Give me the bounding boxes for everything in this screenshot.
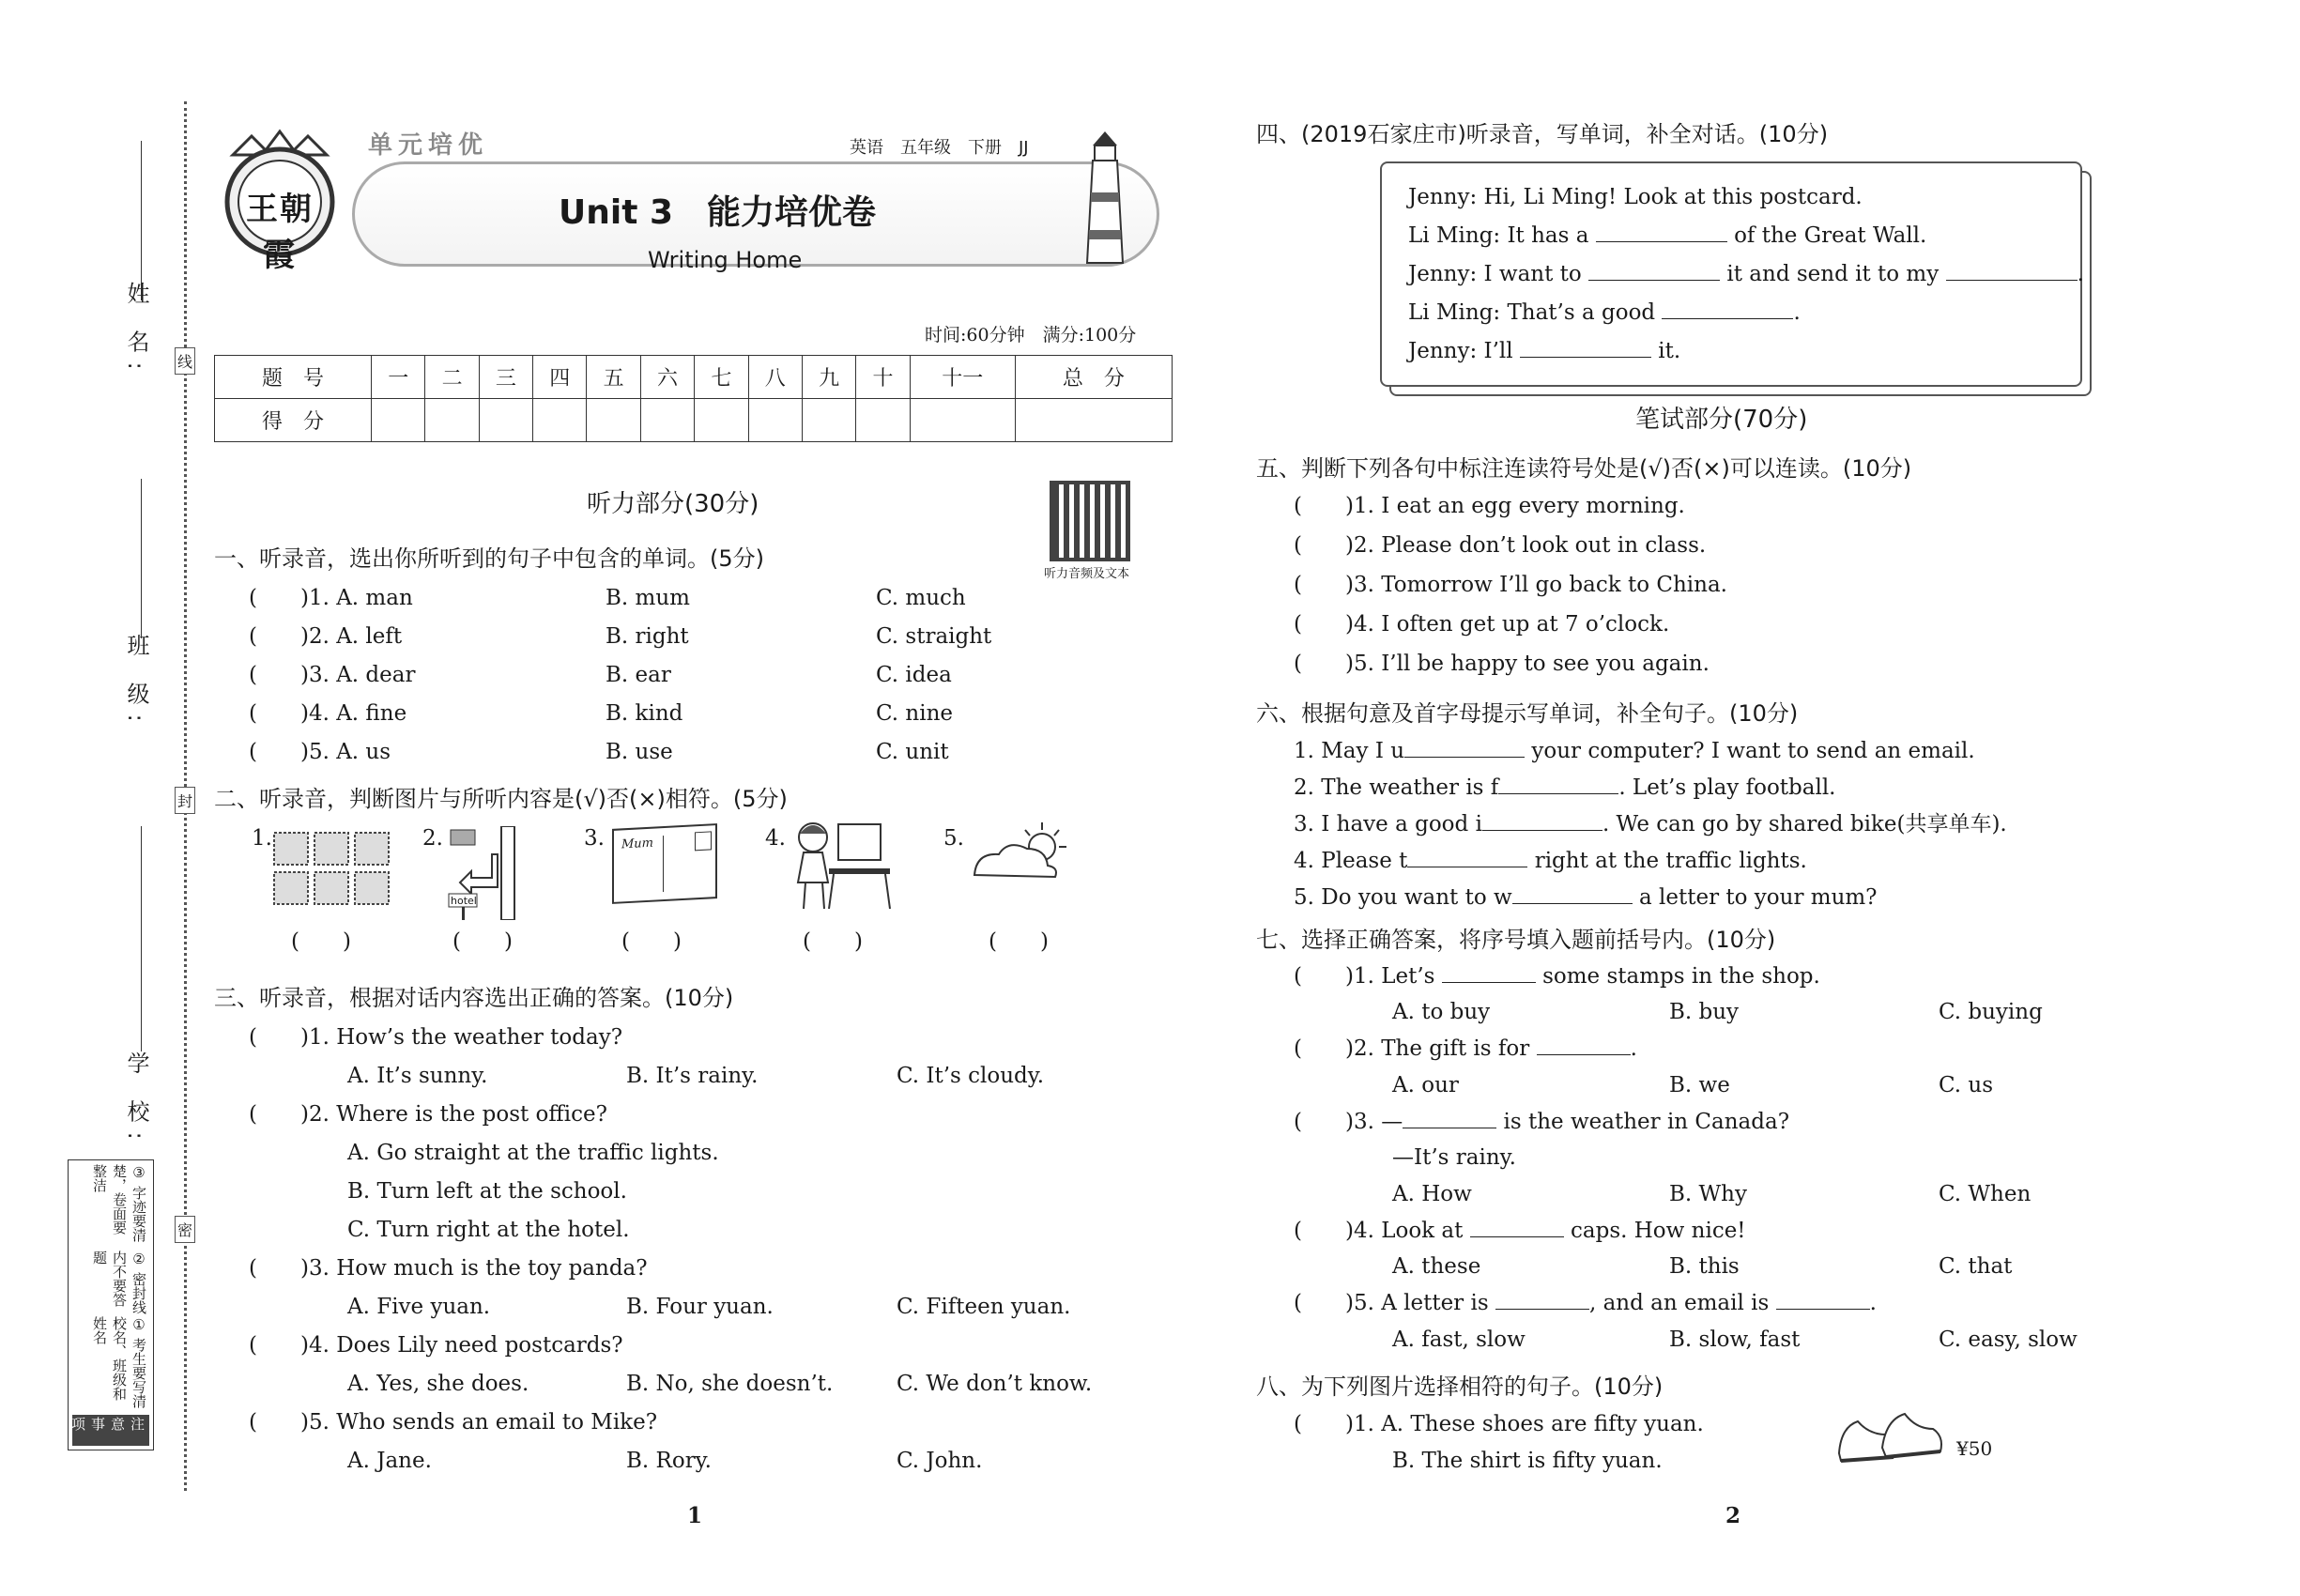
col-10: 十 <box>856 356 910 399</box>
s6q1-a: 1. May I u <box>1294 739 1405 763</box>
brand-text: 王朝霞 <box>246 191 314 274</box>
s3-q4-c: C. We don’t know. <box>897 1372 1093 1396</box>
dialogue-line-5 <box>1408 337 1680 365</box>
col-total: 总 分 <box>1015 356 1172 399</box>
s3-q1[interactable]: ( )1. How’s the weather today? <box>249 1025 623 1050</box>
score-cell[interactable] <box>748 399 802 442</box>
listening-title: 听力部分(30分) <box>587 490 759 518</box>
s7-blank-4[interactable] <box>1470 1217 1564 1237</box>
s1-q2-c: C. straight <box>876 624 992 649</box>
s1-q4[interactable]: ( )4. A. fine <box>249 701 407 726</box>
s7q4-a: ( )4. Look at <box>1294 1219 1464 1243</box>
section-7-heading: 七、选择正确答案，将序号填入题前括号内。(10分) <box>1256 927 1776 953</box>
cut-mark-1: 线 <box>175 347 195 375</box>
col-9: 九 <box>802 356 855 399</box>
s3-q4-a: A. Yes, she does. <box>347 1372 529 1396</box>
dialogue-line-1: Jenny: Hi, Li Ming! Look at this postcard. <box>1408 185 1863 209</box>
pic-4-answer[interactable]: ( ) <box>803 929 863 954</box>
s7-q1-c: C. buying <box>1939 1000 2043 1024</box>
shoes-price: ¥50 <box>1956 1437 1993 1460</box>
col-4: 四 <box>533 356 587 399</box>
hotel-sign: hotel <box>451 895 477 907</box>
s3-q1-c: C. It’s cloudy. <box>897 1064 1045 1088</box>
score-row <box>215 399 1173 442</box>
score-cell[interactable] <box>372 399 425 442</box>
s7-q1[interactable] <box>1294 962 1820 990</box>
col-2: 二 <box>425 356 479 399</box>
s6-blank-2[interactable] <box>1498 774 1618 794</box>
s7-q3-b: B. Why <box>1669 1182 1747 1206</box>
score-cell[interactable] <box>640 399 694 442</box>
col-5: 五 <box>587 356 640 399</box>
qr-code-icon[interactable] <box>1050 481 1130 561</box>
s7q1-b: some stamps in the shop. <box>1542 964 1820 989</box>
s3-q5-c: C. John. <box>897 1449 983 1473</box>
s4-blank-4[interactable] <box>1662 299 1793 319</box>
page-number-2: 2 <box>1725 1503 1741 1528</box>
note-1: ① 考生要写清校名、班级和姓名 <box>91 1315 147 1408</box>
pic-3-num: 3. <box>584 826 605 851</box>
s3-q2[interactable]: ( )2. Where is the post office? <box>249 1102 607 1127</box>
s6-q5 <box>1294 883 1878 912</box>
score-header-row <box>215 356 1173 399</box>
s3-q5-b: B. Rory. <box>626 1449 712 1473</box>
col-8: 八 <box>748 356 802 399</box>
s7-q2-c: C. us <box>1939 1073 1994 1097</box>
s6-q3 <box>1294 810 2007 838</box>
s5-q1[interactable]: ( )1. I eat an egg every morning. <box>1294 494 1685 518</box>
page-subtitle: Writing Home <box>648 247 803 273</box>
section-3-heading: 三、听录音，根据对话内容选出正确的答案。(10分) <box>214 985 734 1011</box>
s7q3-b: is the weather in Canada? <box>1503 1110 1790 1134</box>
s1-q4-b: B. kind <box>606 701 683 726</box>
s6q1-b: your computer? I want to send an email. <box>1531 739 1975 763</box>
time-info: 时间:60分钟 满分:100分 <box>925 325 1137 345</box>
s6-blank-3[interactable] <box>1482 810 1602 831</box>
section-2-heading: 二、听录音，判断图片与所听内容是(√)否(×)相符。(5分) <box>214 786 788 812</box>
s7-q5-b: B. slow, fast <box>1669 1327 1801 1352</box>
class-label: 班 级: <box>123 634 149 731</box>
s1-q1-c: C. much <box>876 586 966 610</box>
s6q5-b: a letter to your mum? <box>1639 885 1878 910</box>
shoes-picture <box>1835 1406 1946 1470</box>
s3-q2-a: A. Go straight at the traffic lights. <box>347 1141 719 1165</box>
s7q3-a: ( )3. — <box>1294 1110 1403 1134</box>
pic-3-answer[interactable]: ( ) <box>621 929 682 954</box>
s7-q4-a: A. these <box>1392 1254 1481 1279</box>
s7q1-a: ( )1. Let’s <box>1294 964 1435 989</box>
notes-box <box>68 1159 154 1450</box>
s4-blank-1[interactable] <box>1596 222 1727 242</box>
s6-q4 <box>1294 847 1807 875</box>
pic-5-num: 5. <box>943 826 964 851</box>
s4-blank-3[interactable] <box>1946 260 2078 281</box>
s7-q3-a: A. How <box>1392 1182 1472 1206</box>
dialogue-line-4 <box>1408 299 1801 327</box>
s7-q5-a: A. fast, slow <box>1392 1327 1526 1352</box>
dl3-c: . <box>2077 262 2084 286</box>
postcard-picture <box>612 823 717 904</box>
dialogue-line-2 <box>1408 222 1926 250</box>
s6q3-a: 3. I have a good i <box>1294 812 1482 836</box>
s7-q3-reply: —It’s rainy. <box>1392 1145 1516 1170</box>
s7-q5-c: C. easy, slow <box>1939 1327 2078 1352</box>
pic-2-num: 2. <box>422 826 443 851</box>
s3-q2-b: B. Turn left at the school. <box>347 1179 627 1204</box>
score-cell[interactable] <box>1015 399 1172 442</box>
s6q2-b: . Let’s play football. <box>1618 775 1836 800</box>
s7-blank-2[interactable] <box>1537 1035 1631 1055</box>
s7-q3-c: C. When <box>1939 1182 2032 1206</box>
row-label-score: 得 分 <box>215 399 372 442</box>
score-cell[interactable] <box>695 399 748 442</box>
page-title: Unit 3 能力培优卷 <box>559 193 876 232</box>
s3-q4-b: B. No, she doesn’t. <box>626 1372 834 1396</box>
dl2-b: of the Great Wall. <box>1734 223 1927 248</box>
s1-q5-c: C. unit <box>876 740 949 764</box>
s3-q5[interactable]: ( )5. Who sends an email to Mike? <box>249 1410 658 1435</box>
score-cell[interactable] <box>910 399 1015 442</box>
subject-line: 英语 五年级 下册 JJ <box>850 138 1029 158</box>
s7q5-a: ( )5. A letter is <box>1294 1291 1489 1315</box>
s8-q1-b: B. The shirt is fifty yuan. <box>1392 1449 1663 1473</box>
s7-blank-5[interactable] <box>1495 1289 1589 1310</box>
s1-q1[interactable]: ( )1. A. man <box>249 586 413 610</box>
section-4-heading: 四、(2019石家庄市)听录音，写单词，补全对话。(10分) <box>1256 121 1829 147</box>
s3-q3-a: A. Five yuan. <box>347 1295 491 1319</box>
s7-q5[interactable] <box>1294 1289 1877 1317</box>
s5-q5[interactable]: ( )5. I’ll be happy to see you again. <box>1294 652 1710 676</box>
page-number-1: 1 <box>687 1503 703 1528</box>
s6-q2 <box>1294 774 1836 802</box>
s7-blank-3[interactable] <box>1403 1108 1496 1128</box>
score-cell[interactable] <box>425 399 479 442</box>
s7q5-c: . <box>1869 1291 1877 1315</box>
s6q4-a: 4. Please t <box>1294 849 1408 873</box>
pic-2-answer[interactable]: ( ) <box>452 929 513 954</box>
s5-q4[interactable]: ( )4. I often get up at 7 o’clock. <box>1294 612 1670 637</box>
s3-q1-b: B. It’s rainy. <box>626 1064 759 1088</box>
s7q5-b: , and an email is <box>1588 1291 1770 1315</box>
dl3-b: it and send it to my <box>1726 262 1940 286</box>
s7-blank-1[interactable] <box>1442 962 1536 983</box>
s7-q2-a: A. our <box>1392 1073 1459 1097</box>
s1-q2-b: B. right <box>606 624 689 649</box>
s3-q3[interactable]: ( )3. How much is the toy panda? <box>249 1256 648 1281</box>
dl5-a: Jenny: I’ll <box>1408 339 1513 363</box>
qr-caption: 听力音频及文本 <box>1044 567 1130 581</box>
section-5-heading: 五、判断下列各句中标注连读符号处是(√)否(×)可以连读。(10分) <box>1256 455 1912 482</box>
col-6: 六 <box>640 356 694 399</box>
s7-q2-b: B. we <box>1669 1073 1730 1097</box>
postcard-greeting: Mum <box>621 836 654 852</box>
s7-q4-c: C. that <box>1939 1254 2013 1279</box>
s3-q3-c: C. Fifteen yuan. <box>897 1295 1071 1319</box>
s1-q5-b: B. use <box>606 740 673 764</box>
s1-q3[interactable]: ( )3. A. dear <box>249 663 416 687</box>
score-cell[interactable] <box>856 399 910 442</box>
girl-computer-picture <box>787 817 895 911</box>
s3-q3-b: B. Four yuan. <box>626 1295 774 1319</box>
school-label: 学 校: <box>123 1051 149 1149</box>
s7q2-b: . <box>1630 1036 1637 1061</box>
cut-mark-3: 密 <box>175 1216 195 1243</box>
s6-q1 <box>1294 737 1975 765</box>
s7-q1-a: A. to buy <box>1392 1000 1491 1024</box>
stamps-picture <box>272 831 394 908</box>
note-2: ② 密封线内不要答题 <box>91 1250 147 1314</box>
written-title: 笔试部分(70分) <box>1635 406 1808 434</box>
s6q5-a: 5. Do you want to w <box>1294 885 1512 910</box>
s7-blank-6[interactable] <box>1776 1289 1870 1310</box>
s7-q1-b: B. buy <box>1669 1000 1740 1024</box>
s5-q2[interactable]: ( )2. Please don’t look out in class. <box>1294 533 1707 558</box>
s7-q3[interactable] <box>1294 1108 1789 1136</box>
dl2-a: Li Ming: It has a <box>1408 223 1589 248</box>
dialogue-line-3 <box>1408 260 2084 288</box>
sun-cloud-picture <box>967 819 1070 884</box>
s6-blank-1[interactable] <box>1404 737 1525 758</box>
note-3: ③ 字迹要清楚，卷面要整洁 <box>91 1164 147 1242</box>
s7-q4-b: B. this <box>1669 1254 1740 1279</box>
notes-title: 注意事项 <box>72 1415 149 1446</box>
s1-q1-b: B. mum <box>606 586 690 610</box>
pic-5-answer[interactable]: ( ) <box>989 929 1049 954</box>
s6q3-b: . We can go by shared bike(共享单车). <box>1602 812 2007 836</box>
name-label: 姓 名: <box>123 282 149 379</box>
s1-q3-b: B. ear <box>606 663 671 687</box>
postcard-divider <box>663 836 664 892</box>
class-line[interactable] <box>141 479 142 638</box>
dl4-b: . <box>1793 300 1801 325</box>
s4-blank-2[interactable] <box>1588 260 1720 281</box>
s1-q5[interactable]: ( )5. A. us <box>249 740 391 764</box>
s3-q5-a: A. Jane. <box>347 1449 432 1473</box>
section-1-heading: 一、听录音，选出你所听到的句子中包含的单词。(5分) <box>214 545 764 572</box>
s3-q2-c: C. Turn right at the hotel. <box>347 1218 630 1242</box>
score-cell[interactable] <box>533 399 587 442</box>
s7-q2[interactable] <box>1294 1035 1637 1063</box>
cut-mark-2: 封 <box>175 787 195 814</box>
s6q2-a: 2. The weather is f <box>1294 775 1499 800</box>
score-table <box>214 355 1173 442</box>
col-11: 十一 <box>910 356 1015 399</box>
pic-1-answer[interactable]: ( ) <box>291 929 351 954</box>
series-label: 单元培优 <box>368 131 489 160</box>
row-label-number: 题 号 <box>215 356 372 399</box>
s6-blank-4[interactable] <box>1407 847 1527 867</box>
postcard-stamp <box>695 831 712 851</box>
section-6-heading: 六、根据句意及首字母提示写单词，补全句子。(10分) <box>1256 700 1799 727</box>
s6-blank-5[interactable] <box>1512 883 1633 904</box>
dl5-b: it. <box>1658 339 1681 363</box>
section-8-heading: 八、为下列图片选择相符的句子。(10分) <box>1256 1373 1664 1400</box>
dl4-a: Li Ming: That’s a good <box>1408 300 1656 325</box>
s5-q3[interactable]: ( )3. Tomorrow I’ll go back to China. <box>1294 573 1727 597</box>
s1-q4-c: C. nine <box>876 701 953 726</box>
s1-q2[interactable]: ( )2. A. left <box>249 624 403 649</box>
s7q4-b: caps. How nice! <box>1571 1219 1746 1243</box>
score-cell[interactable] <box>802 399 855 442</box>
school-line[interactable] <box>141 826 142 1051</box>
s1-q3-c: C. idea <box>876 663 952 687</box>
s3-q4[interactable]: ( )4. Does Lily need postcards? <box>249 1333 623 1358</box>
col-1: 一 <box>372 356 425 399</box>
col-7: 七 <box>695 356 748 399</box>
s3-q1-a: A. It’s sunny. <box>347 1064 488 1088</box>
name-line[interactable] <box>141 141 142 300</box>
dl3-a: Jenny: I want to <box>1408 262 1582 286</box>
col-3: 三 <box>479 356 532 399</box>
s8-q1[interactable]: ( )1. A. These shoes are fifty yuan. <box>1294 1412 1704 1436</box>
score-cell[interactable] <box>587 399 640 442</box>
s7q2-a: ( )2. The gift is for <box>1294 1036 1530 1061</box>
s6q4-b: right at the traffic lights. <box>1534 849 1807 873</box>
pic-1-num: 1. <box>252 826 272 851</box>
lighthouse-icon <box>1081 127 1128 268</box>
score-cell[interactable] <box>479 399 532 442</box>
pic-4-num: 4. <box>765 826 786 851</box>
s4-blank-5[interactable] <box>1520 337 1651 358</box>
s7-q4[interactable] <box>1294 1217 1746 1245</box>
